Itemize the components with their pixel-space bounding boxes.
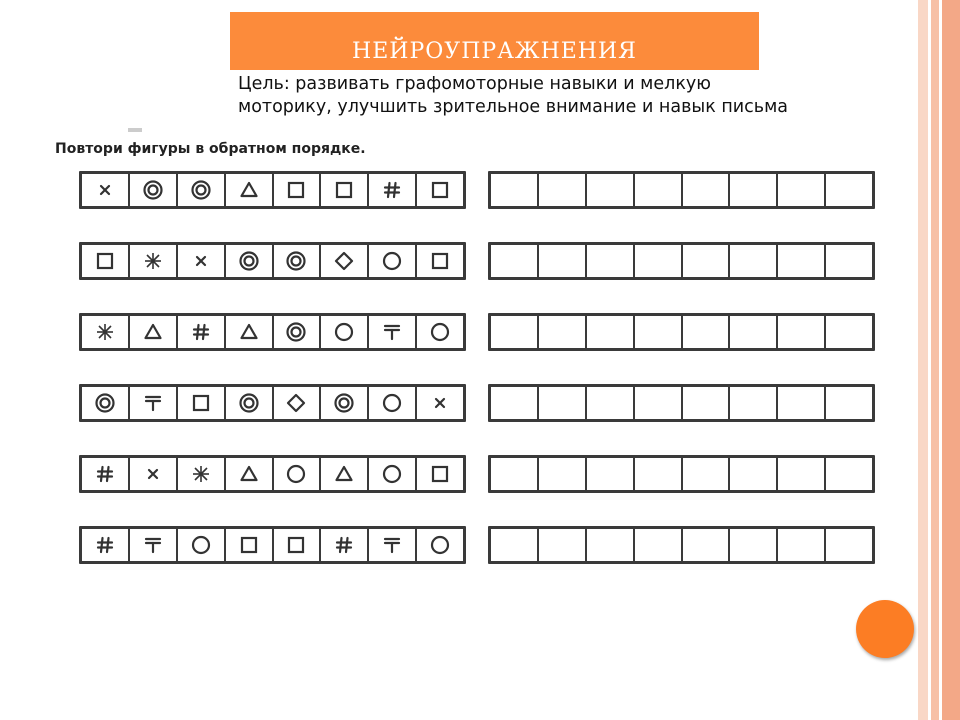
answer-cell[interactable] [587, 458, 635, 490]
pattern-cell [274, 387, 322, 419]
square-icon [190, 392, 212, 414]
double-circle-icon [142, 179, 164, 201]
answer-cell[interactable] [683, 174, 731, 206]
triangle-icon [238, 179, 260, 201]
pattern-cell [417, 245, 463, 277]
pattern-cell [321, 316, 369, 348]
pattern-cell [369, 387, 417, 419]
snowflake-icon [94, 321, 116, 343]
answer-cell[interactable] [587, 174, 635, 206]
answer-cell[interactable] [778, 529, 826, 561]
answer-cell[interactable] [491, 529, 539, 561]
pattern-cell [82, 316, 130, 348]
hash-icon [381, 179, 403, 201]
decor-stripe-3 [942, 0, 960, 720]
double-circle-icon [94, 392, 116, 414]
answer-cell[interactable] [539, 316, 587, 348]
slide-title: НЕЙРОУПРАЖНЕНИЯ [352, 39, 637, 64]
cross-icon [429, 392, 451, 414]
answer-cell[interactable] [491, 245, 539, 277]
triangle-icon [238, 463, 260, 485]
pattern-cell [321, 529, 369, 561]
square-icon [429, 250, 451, 272]
answer-cell[interactable] [491, 316, 539, 348]
pattern-cell [82, 458, 130, 490]
pattern-cell [417, 174, 463, 206]
pattern-cell [321, 245, 369, 277]
answer-cell[interactable] [683, 245, 731, 277]
hash-icon [94, 463, 116, 485]
t-bar-icon [381, 534, 403, 556]
pattern-row-5 [79, 455, 466, 493]
pattern-cell [321, 174, 369, 206]
answer-cell[interactable] [730, 387, 778, 419]
pattern-cell [369, 458, 417, 490]
pattern-cell [178, 174, 226, 206]
pattern-cell [369, 529, 417, 561]
answer-cell[interactable] [539, 529, 587, 561]
pattern-row-3 [79, 313, 466, 351]
instruction-mark [128, 128, 142, 132]
answer-row-5 [488, 455, 875, 493]
answer-cell[interactable] [491, 387, 539, 419]
pattern-cell [226, 316, 274, 348]
circle-icon [333, 321, 355, 343]
answer-cell[interactable] [683, 387, 731, 419]
circle-icon [429, 321, 451, 343]
answer-cell[interactable] [635, 387, 683, 419]
pattern-cell [274, 245, 322, 277]
answer-cell[interactable] [730, 458, 778, 490]
diamond-icon [333, 250, 355, 272]
answer-cell[interactable] [683, 458, 731, 490]
pattern-cell [130, 245, 178, 277]
triangle-icon [142, 321, 164, 343]
circle-icon [381, 463, 403, 485]
answer-row-4 [488, 384, 875, 422]
t-bar-icon [142, 534, 164, 556]
goal-text: Цель: развивать графомоторные навыки и мелкую моторику, улучшить зрительное внимание и навык письма [238, 74, 789, 117]
hash-icon [333, 534, 355, 556]
answer-cell[interactable] [826, 458, 872, 490]
pattern-cell [130, 316, 178, 348]
circle-icon [429, 534, 451, 556]
pattern-cell [274, 529, 322, 561]
pattern-cell [226, 458, 274, 490]
answer-cell[interactable] [826, 387, 872, 419]
answer-cell[interactable] [778, 174, 826, 206]
double-circle-icon [285, 250, 307, 272]
answer-row-6 [488, 526, 875, 564]
pattern-cell [417, 387, 463, 419]
square-icon [285, 534, 307, 556]
answer-cell[interactable] [730, 316, 778, 348]
orange-circle-button[interactable] [856, 600, 914, 658]
pattern-cell [369, 174, 417, 206]
answer-row-3 [488, 313, 875, 351]
answer-cell[interactable] [730, 174, 778, 206]
pattern-cell [417, 458, 463, 490]
square-icon [429, 179, 451, 201]
pattern-cell [274, 316, 322, 348]
pattern-cell [274, 458, 322, 490]
answer-cell[interactable] [778, 387, 826, 419]
pattern-cell [178, 529, 226, 561]
circle-icon [285, 463, 307, 485]
answer-cell[interactable] [826, 529, 872, 561]
pattern-cell [82, 174, 130, 206]
pattern-cell [178, 316, 226, 348]
hash-icon [94, 534, 116, 556]
pattern-cell [178, 458, 226, 490]
answer-cell[interactable] [635, 174, 683, 206]
pattern-cell [226, 174, 274, 206]
pattern-cell [178, 387, 226, 419]
cross-icon [190, 250, 212, 272]
pattern-cell [130, 529, 178, 561]
snowflake-icon [190, 463, 212, 485]
square-icon [285, 179, 307, 201]
pattern-cell [321, 387, 369, 419]
answer-cell[interactable] [491, 174, 539, 206]
pattern-cell [130, 174, 178, 206]
answer-cell[interactable] [587, 316, 635, 348]
answer-cell[interactable] [683, 316, 731, 348]
pattern-cell [417, 316, 463, 348]
pattern-cell [82, 387, 130, 419]
cross-icon [94, 179, 116, 201]
answer-cell[interactable] [683, 529, 731, 561]
answer-row-1 [488, 171, 875, 209]
answer-cell[interactable] [539, 387, 587, 419]
t-bar-icon [381, 321, 403, 343]
double-circle-icon [238, 392, 260, 414]
answer-cell[interactable] [778, 245, 826, 277]
pattern-row-6 [79, 526, 466, 564]
pattern-cell [226, 245, 274, 277]
answer-cell[interactable] [491, 458, 539, 490]
answer-cell[interactable] [826, 174, 872, 206]
answer-cell[interactable] [635, 245, 683, 277]
answer-cell[interactable] [826, 245, 872, 277]
square-icon [238, 534, 260, 556]
hash-icon [190, 321, 212, 343]
pattern-row-4 [79, 384, 466, 422]
answer-row-2 [488, 242, 875, 280]
double-circle-icon [238, 250, 260, 272]
pattern-cell [226, 387, 274, 419]
answer-cell[interactable] [539, 245, 587, 277]
answer-cell[interactable] [635, 316, 683, 348]
answer-cell[interactable] [730, 245, 778, 277]
double-circle-icon [333, 392, 355, 414]
circle-icon [190, 534, 212, 556]
pattern-cell [82, 245, 130, 277]
square-icon [94, 250, 116, 272]
t-bar-icon [142, 392, 164, 414]
pattern-cell [321, 458, 369, 490]
cross-icon [142, 463, 164, 485]
double-circle-icon [190, 179, 212, 201]
answer-cell[interactable] [778, 458, 826, 490]
triangle-icon [333, 463, 355, 485]
answer-cell[interactable] [539, 458, 587, 490]
pattern-cell [369, 245, 417, 277]
circle-icon [381, 250, 403, 272]
pattern-cell [226, 529, 274, 561]
answer-cell[interactable] [539, 174, 587, 206]
decor-stripe-1 [918, 0, 928, 720]
double-circle-icon [285, 321, 307, 343]
decor-stripe-2 [931, 0, 939, 720]
pattern-cell [369, 316, 417, 348]
instruction-text: Повтори фигуры в обратном порядке. [55, 141, 366, 157]
square-icon [429, 463, 451, 485]
answer-cell[interactable] [826, 316, 872, 348]
square-icon [333, 179, 355, 201]
circle-icon [381, 392, 403, 414]
answer-cell[interactable] [635, 529, 683, 561]
triangle-icon [238, 321, 260, 343]
pattern-row-2 [79, 242, 466, 280]
pattern-cell [130, 458, 178, 490]
pattern-cell [82, 529, 130, 561]
pattern-row-1 [79, 171, 466, 209]
answer-cell[interactable] [587, 245, 635, 277]
pattern-cell [274, 174, 322, 206]
answer-cell[interactable] [730, 529, 778, 561]
answer-cell[interactable] [587, 529, 635, 561]
answer-cell[interactable] [587, 387, 635, 419]
pattern-cell [130, 387, 178, 419]
pattern-cell [178, 245, 226, 277]
answer-cell[interactable] [635, 458, 683, 490]
diamond-icon [285, 392, 307, 414]
answer-cell[interactable] [778, 316, 826, 348]
snowflake-icon [142, 250, 164, 272]
pattern-cell [417, 529, 463, 561]
